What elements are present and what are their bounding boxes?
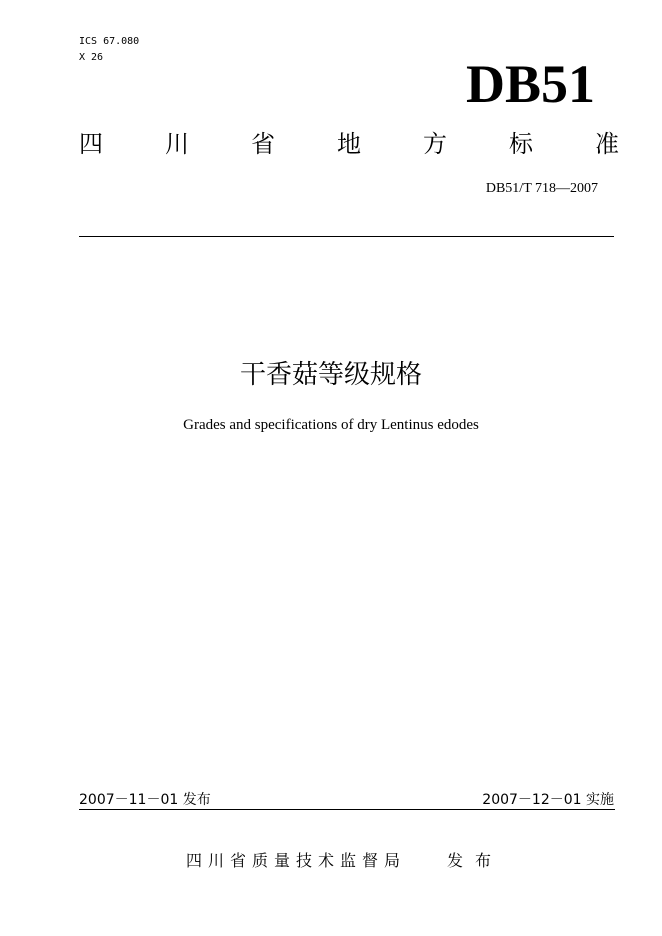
top-divider	[79, 236, 614, 237]
province-char: 省	[251, 130, 275, 158]
province-char: 川	[165, 130, 189, 158]
implement-date: 2007－12－01 实施	[482, 792, 614, 808]
province-char: 方	[423, 130, 447, 158]
province-standard-heading	[79, 128, 619, 160]
ics-code: ICS 67.080	[79, 36, 140, 47]
province-char: 地	[337, 130, 361, 158]
standard-code: DB51	[465, 54, 595, 114]
bottom-divider	[79, 809, 615, 810]
standard-number: DB51/T 718—2007	[485, 181, 598, 196]
issue-label: 发布	[447, 851, 504, 870]
province-char: 四	[79, 130, 103, 158]
publish-date: 2007－11－01 发布	[79, 792, 211, 808]
title-english: Grades and specifications of dry Lentinus edodes	[183, 417, 479, 433]
province-char: 标	[509, 130, 533, 158]
classification-code: X 26	[79, 52, 104, 63]
ics-block	[79, 34, 139, 66]
issuing-authority: 四川省质量技术监督局	[186, 851, 407, 870]
title-chinese: 干香菇等级规格	[239, 360, 422, 390]
province-char: 准	[595, 130, 619, 158]
